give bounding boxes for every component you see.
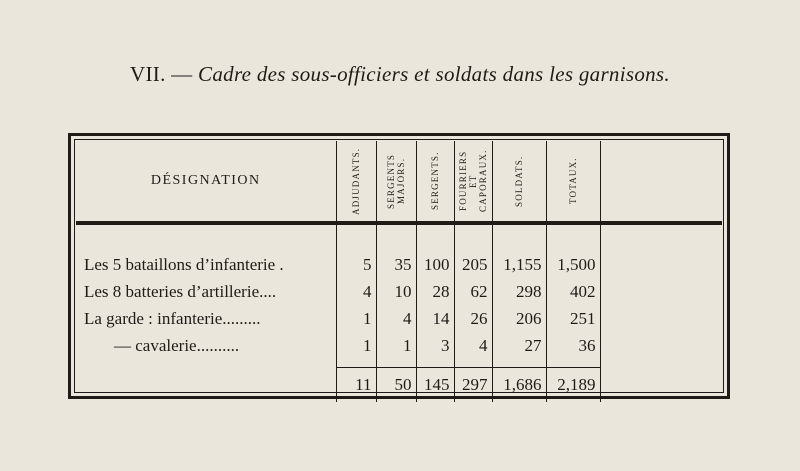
row-label: La garde : infanterie......... xyxy=(84,308,261,328)
garrison-table xyxy=(76,141,722,402)
sum-rule-row xyxy=(76,359,722,368)
total-fourriers: 297 xyxy=(454,368,492,403)
cell-sergents: 100 xyxy=(416,251,454,278)
header-fourriers: FOURRIERS ET CAPORAUX. xyxy=(454,141,492,223)
cell-totaux: 251 xyxy=(546,305,600,332)
cell-adjudants: 4 xyxy=(336,278,376,305)
cell-soldats: 1,155 xyxy=(492,251,546,278)
table-row xyxy=(76,305,722,332)
header-rule xyxy=(76,223,722,231)
cell-sergents-majors: 35 xyxy=(376,251,416,278)
cell-sergents-majors: 4 xyxy=(376,305,416,332)
title-number: VII. — xyxy=(130,62,193,86)
total-soldats: 1,686 xyxy=(492,368,546,403)
cell-sergents-majors: 10 xyxy=(376,278,416,305)
header-adjudants: ADJUDANTS. xyxy=(336,141,376,223)
table-row xyxy=(76,332,722,359)
row-label: — cavalerie.......... xyxy=(114,335,240,355)
cell-sergents: 14 xyxy=(416,305,454,332)
row-label: Les 8 batteries d’artillerie.... xyxy=(84,281,277,301)
table-row xyxy=(76,251,722,278)
totals-row xyxy=(76,368,722,403)
header-sergents-majors: SERGENTS MAJORS. xyxy=(376,141,416,223)
total-adjudants: 11 xyxy=(336,368,376,403)
header-designation: DÉSIGNATION xyxy=(150,173,261,188)
table-row xyxy=(76,278,722,305)
cell-soldats: 298 xyxy=(492,278,546,305)
header-sergents: SERGENTS. xyxy=(416,141,454,223)
cell-totaux: 1,500 xyxy=(546,251,600,278)
header-row xyxy=(76,141,722,223)
header-totaux: TOTAUX. xyxy=(546,141,600,223)
cell-totaux: 402 xyxy=(546,278,600,305)
cell-sergents: 28 xyxy=(416,278,454,305)
cell-fourriers: 4 xyxy=(454,332,492,359)
cell-fourriers: 62 xyxy=(454,278,492,305)
cell-adjudants: 1 xyxy=(336,305,376,332)
cell-soldats: 27 xyxy=(492,332,546,359)
cell-adjudants: 1 xyxy=(336,332,376,359)
cell-totaux: 36 xyxy=(546,332,600,359)
cell-fourriers: 205 xyxy=(454,251,492,278)
cell-sergents: 3 xyxy=(416,332,454,359)
title-text: Cadre des sous-officiers et soldats dans les garnisons. xyxy=(198,62,670,86)
cell-adjudants: 5 xyxy=(336,251,376,278)
cell-sergents-majors: 1 xyxy=(376,332,416,359)
total-totaux: 2,189 xyxy=(546,368,600,403)
total-sergents-majors: 50 xyxy=(376,368,416,403)
page-title xyxy=(0,62,800,87)
header-empty xyxy=(600,141,722,223)
cell-soldats: 206 xyxy=(492,305,546,332)
row-label: Les 5 bataillons d’infanterie . xyxy=(84,254,284,274)
cell-fourriers: 26 xyxy=(454,305,492,332)
header-soldats: SOLDATS. xyxy=(492,141,546,223)
spacer-row xyxy=(76,231,722,251)
total-sergents: 145 xyxy=(416,368,454,403)
